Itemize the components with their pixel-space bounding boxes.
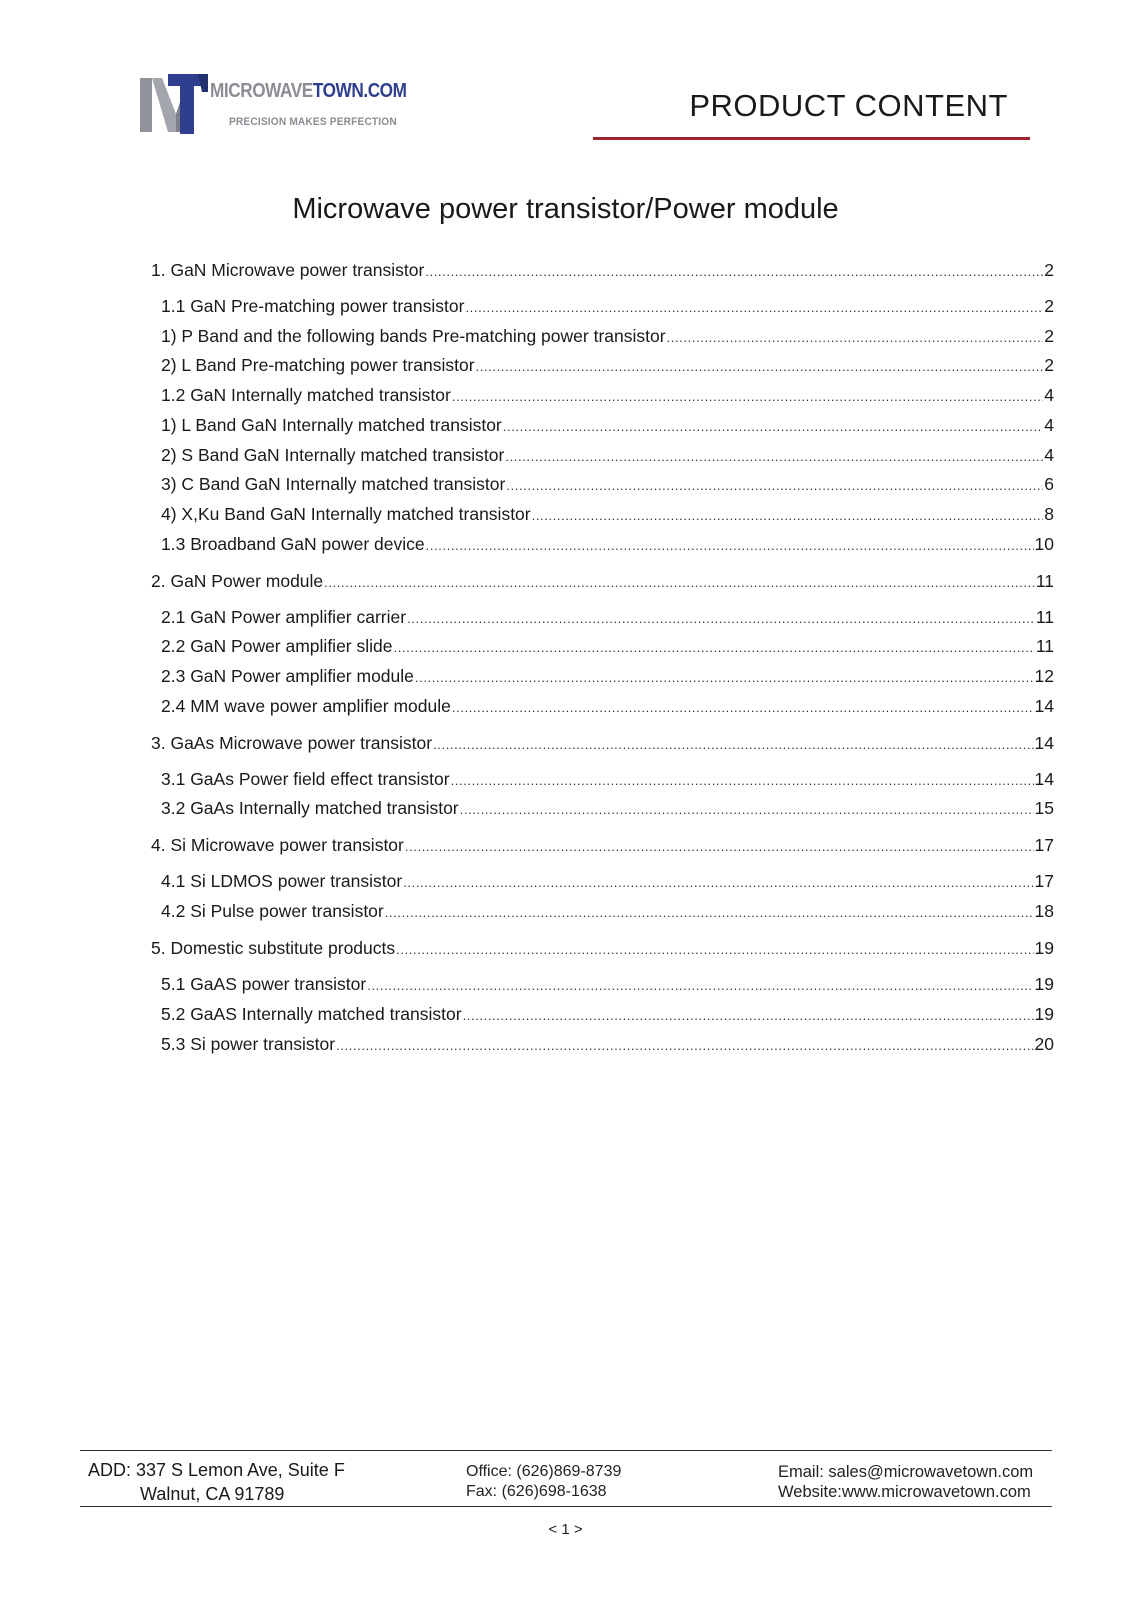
page-number: < 1 > (548, 1521, 583, 1538)
toc-dot-leader (367, 978, 1033, 993)
toc-entry-title: 5.3 Si power transistor (161, 1033, 336, 1054)
toc-page-number: 2 (1044, 355, 1054, 376)
toc-entry-title: 3. GaAs Microwave power transistor (151, 732, 433, 753)
toc-dot-leader (451, 773, 1034, 788)
toc-entry-title: 1.1 GaN Pre-matching power transistor (161, 296, 465, 316)
logo-tagline: PRECISION MAKES PERFECTION (229, 116, 397, 128)
header-divider (593, 137, 1030, 140)
toc-dot-leader (403, 875, 1033, 890)
toc-dot-leader (503, 419, 1044, 434)
toc-entry[interactable] (151, 938, 1054, 962)
toc-page-number: 20 (1034, 1033, 1054, 1054)
toc-dot-leader (393, 640, 1034, 655)
toc-dot-leader (452, 389, 1043, 404)
toc-page-number: 14 (1034, 732, 1054, 753)
toc-dot-leader (415, 670, 1034, 685)
toc-entry-title: 4) X,Ku Band GaN Internally matched transistor (161, 503, 531, 524)
toc-page-number: 14 (1034, 768, 1054, 789)
document-title: Microwave power transistor/Power module (292, 193, 839, 225)
toc-page-number: 2 (1044, 296, 1054, 316)
toc-entry[interactable] (161, 534, 1054, 558)
toc-entry-title: 1.2 GaN Internally matched transistor (161, 385, 451, 406)
footer-phone (466, 1462, 621, 1502)
footer-address (88, 1458, 345, 1506)
toc-entry[interactable] (161, 607, 1054, 631)
toc-entry[interactable] (161, 1034, 1054, 1058)
toc-page-number: 6 (1044, 474, 1054, 495)
toc-page-number: 19 (1034, 974, 1054, 995)
toc-entry-title: 4.1 Si LDMOS power transistor (161, 871, 403, 892)
toc-entry-title: 3.2 GaAs Internally matched transistor (161, 798, 459, 819)
toc-entry-title: 2.4 MM wave power amplifier module (161, 695, 451, 716)
toc-dot-leader (532, 508, 1044, 523)
toc-dot-leader (506, 478, 1043, 493)
toc-entry[interactable] (161, 296, 1054, 320)
toc-dot-leader (324, 575, 1035, 590)
toc-entry-title: 2. GaN Power module (151, 570, 324, 591)
toc-entry-title: 4. Si Microwave power transistor (151, 835, 404, 856)
toc-entry[interactable] (161, 504, 1054, 528)
footer-contact (778, 1462, 1033, 1502)
toc-page-number: 11 (1035, 636, 1054, 657)
toc-entry-title: 1) P Band and the following bands Pre-matching power transistor (161, 325, 666, 346)
toc-entry[interactable] (161, 974, 1054, 998)
toc-dot-leader (336, 1038, 1033, 1053)
toc-entry[interactable] (161, 355, 1054, 379)
header-title: PRODUCT CONTENT (689, 88, 1008, 123)
toc-page-number: 19 (1034, 1003, 1054, 1024)
toc-page-number: 17 (1034, 835, 1054, 856)
toc-entry-title: 5.1 GaAS power transistor (161, 974, 367, 995)
toc-page-number: 4 (1044, 414, 1054, 435)
toc-entry[interactable] (161, 385, 1054, 409)
toc-dot-leader (425, 264, 1043, 279)
toc-page-number: 19 (1034, 938, 1054, 959)
toc-page-number: 14 (1034, 695, 1054, 716)
toc-entry[interactable] (151, 835, 1054, 859)
toc-entry[interactable] (161, 326, 1054, 350)
toc-entry-title: 1.3 Broadband GaN power device (161, 533, 425, 554)
toc-entry[interactable] (161, 415, 1054, 439)
company-logo (138, 74, 428, 136)
toc-entry[interactable] (161, 696, 1054, 720)
toc-page-number: 15 (1034, 798, 1054, 819)
toc-entry[interactable] (161, 1004, 1054, 1028)
toc-entry[interactable] (161, 445, 1054, 469)
website-link[interactable]: Website:www.microwavetown.com (778, 1483, 1031, 1501)
fax-number: Fax: (626)698-1638 (466, 1483, 607, 1500)
toc-entry-title: 2) L Band Pre-matching power transistor (161, 355, 475, 376)
toc-entry-title: 2.3 GaN Power amplifier module (161, 666, 414, 686)
toc-entry-title: 5. Domestic substitute products (151, 938, 396, 959)
toc-dot-leader (385, 905, 1034, 920)
email-address[interactable]: Email: sales@microwavetown.com (778, 1463, 1034, 1481)
toc-dot-leader (433, 737, 1033, 752)
toc-page-number: 11 (1035, 606, 1054, 627)
toc-dot-leader (463, 1008, 1034, 1023)
toc-dot-leader (465, 300, 1043, 315)
toc-entry[interactable] (151, 733, 1054, 757)
toc-page-number: 8 (1044, 503, 1054, 524)
toc-page-number: 2 (1044, 260, 1054, 280)
footer-top-divider (80, 1450, 1052, 1451)
toc-dot-leader (426, 538, 1034, 553)
toc-entry-title: 5.2 GaAS Internally matched transistor (161, 1003, 462, 1024)
toc-entry[interactable] (161, 666, 1054, 690)
toc-dot-leader (476, 359, 1044, 374)
address-line-1: ADD: 337 S Lemon Ave, Suite F (88, 1460, 345, 1480)
toc-page-number: 12 (1034, 666, 1054, 686)
toc-entry[interactable] (161, 769, 1054, 793)
toc-page-number: 2 (1044, 325, 1054, 346)
toc-entry[interactable] (161, 474, 1054, 498)
toc-page-number: 11 (1035, 570, 1054, 591)
toc-page-number: 17 (1034, 871, 1054, 892)
address-line-2: Walnut, CA 91789 (140, 1484, 285, 1504)
toc-entry-title: 1. GaN Microwave power transistor (151, 260, 425, 280)
toc-page-number: 4 (1044, 444, 1054, 465)
toc-entry[interactable] (151, 260, 1054, 284)
toc-entry-title: 3) C Band GaN Internally matched transistor (161, 474, 506, 495)
toc-entry-title: 1) L Band GaN Internally matched transistor (161, 414, 502, 435)
toc-dot-leader (405, 839, 1034, 854)
toc-dot-leader (407, 611, 1035, 626)
toc-entry-title: 2.2 GaN Power amplifier slide (161, 636, 393, 657)
toc-entry-title: 2) S Band GaN Internally matched transistor (161, 444, 505, 465)
toc-dot-leader (667, 330, 1044, 345)
toc-entry[interactable] (161, 798, 1054, 822)
office-phone: Office: (626)869-8739 (466, 1463, 622, 1480)
toc-page-number: 18 (1034, 901, 1054, 922)
logo-wordmark: MICROWAVETOWN.COM (210, 80, 407, 102)
toc-entry-title: 3.1 GaAs Power field effect transistor (161, 768, 450, 789)
toc-entry[interactable] (161, 871, 1054, 895)
toc-page-number: 10 (1034, 533, 1054, 554)
toc-entry-title: 2.1 GaN Power amplifier carrier (161, 606, 407, 627)
mt-monogram-icon (138, 74, 210, 136)
toc-dot-leader (460, 802, 1034, 817)
toc-entry-title: 4.2 Si Pulse power transistor (161, 901, 384, 922)
toc-page-number: 4 (1044, 385, 1054, 406)
toc-entry[interactable] (161, 901, 1054, 925)
footer-bottom-divider (80, 1506, 1052, 1507)
toc-dot-leader (396, 942, 1033, 957)
toc-entry[interactable] (161, 636, 1054, 660)
toc-entry[interactable] (151, 571, 1054, 595)
toc-dot-leader (505, 449, 1043, 464)
toc-dot-leader (452, 700, 1034, 715)
